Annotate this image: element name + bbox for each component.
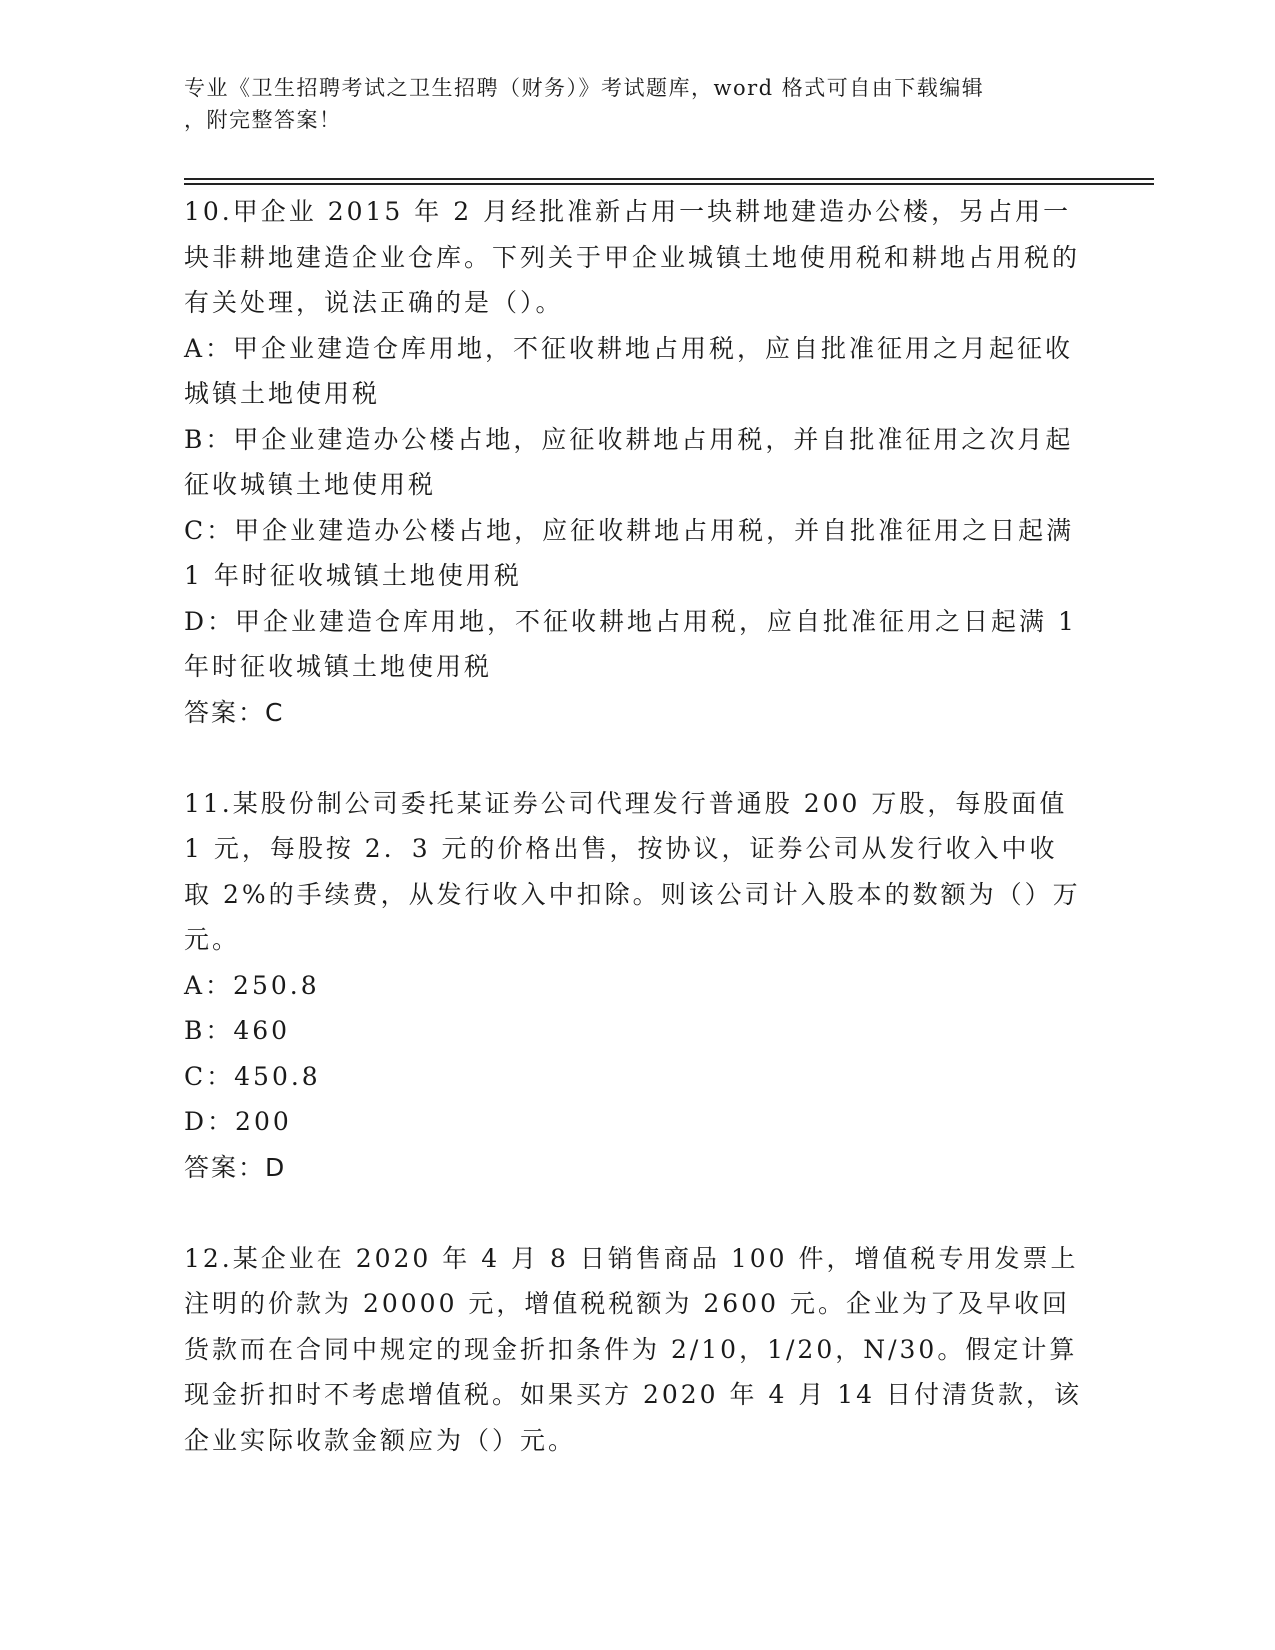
question-text: 11.某股份制公司委托某证券公司代理发行普通股 200 万股，每股面值 1 元，每股按 2．3 元的价格出售，按协议，证券公司从发行收入中收取 2%的手续费，从发行收入中扣除。则该公司计入股本的数额为（）万元。 <box>184 788 1081 954</box>
answer-line: 答案：C <box>184 697 285 727</box>
header-line-2: ，附完整答案！ <box>184 108 342 132</box>
option-b: B：460 <box>184 1016 291 1045</box>
option-c: C：甲企业建造办公楼占地，应征收耕地占用税，并自批准征用之日起满 1 年时征收城镇土地使用税 <box>184 515 1075 590</box>
option-d: D：甲企业建造仓库用地，不征收耕地占用税，应自批准征用之日起满 1 年时征收城镇土地使用税 <box>184 606 1077 681</box>
question-list <box>184 189 1084 1463</box>
option-b: B：甲企业建造办公楼占地，应征收耕地占用税，并自批准征用之次月起征收城镇土地使用税 <box>184 424 1074 499</box>
question-10 <box>184 189 1084 735</box>
question-spacer <box>184 735 1084 781</box>
question-text: 12.某企业在 2020 年 4 月 8 日销售商品 100 件，增值税专用发票上注明的价款为 20000 元，增值税税额为 2600 元。企业为了及早收回货款而在合同中规定的现金折扣条件为 2/10，1/20，N/30。假定计算现金折扣时不考虑增值税。如果买方 2020 年 4 月 14 日付清货款，该企业实际收款金额应为（）元。 <box>184 1243 1083 1455</box>
option-a: A：甲企业建造仓库用地，不征收耕地占用税，应自批准征用之月起征收城镇土地使用税 <box>184 333 1074 408</box>
answer-line: 答案：D <box>184 1152 287 1182</box>
question-11 <box>184 781 1084 1191</box>
question-spacer <box>184 1190 1084 1236</box>
option-c: C：450.8 <box>184 1061 321 1091</box>
question-12 <box>184 1236 1084 1464</box>
header-line-1: 专业《卫生招聘考试之卫生招聘（财务）》考试题库，word 格式可自由下载编辑 <box>184 76 985 100</box>
question-text: 10.甲企业 2015 年 2 月经批准新占用一块耕地建造办公楼，另占用一块非耕地建造企业仓库。下列关于甲企业城镇土地使用税和耕地占用税的有关处理，说法正确的是（）。 <box>184 197 1081 317</box>
option-d: D：200 <box>184 1107 292 1136</box>
document-header <box>184 72 1074 136</box>
header-divider-top <box>184 178 1154 180</box>
option-a: A：250.8 <box>184 970 320 1000</box>
header-divider-bottom <box>184 183 1154 185</box>
